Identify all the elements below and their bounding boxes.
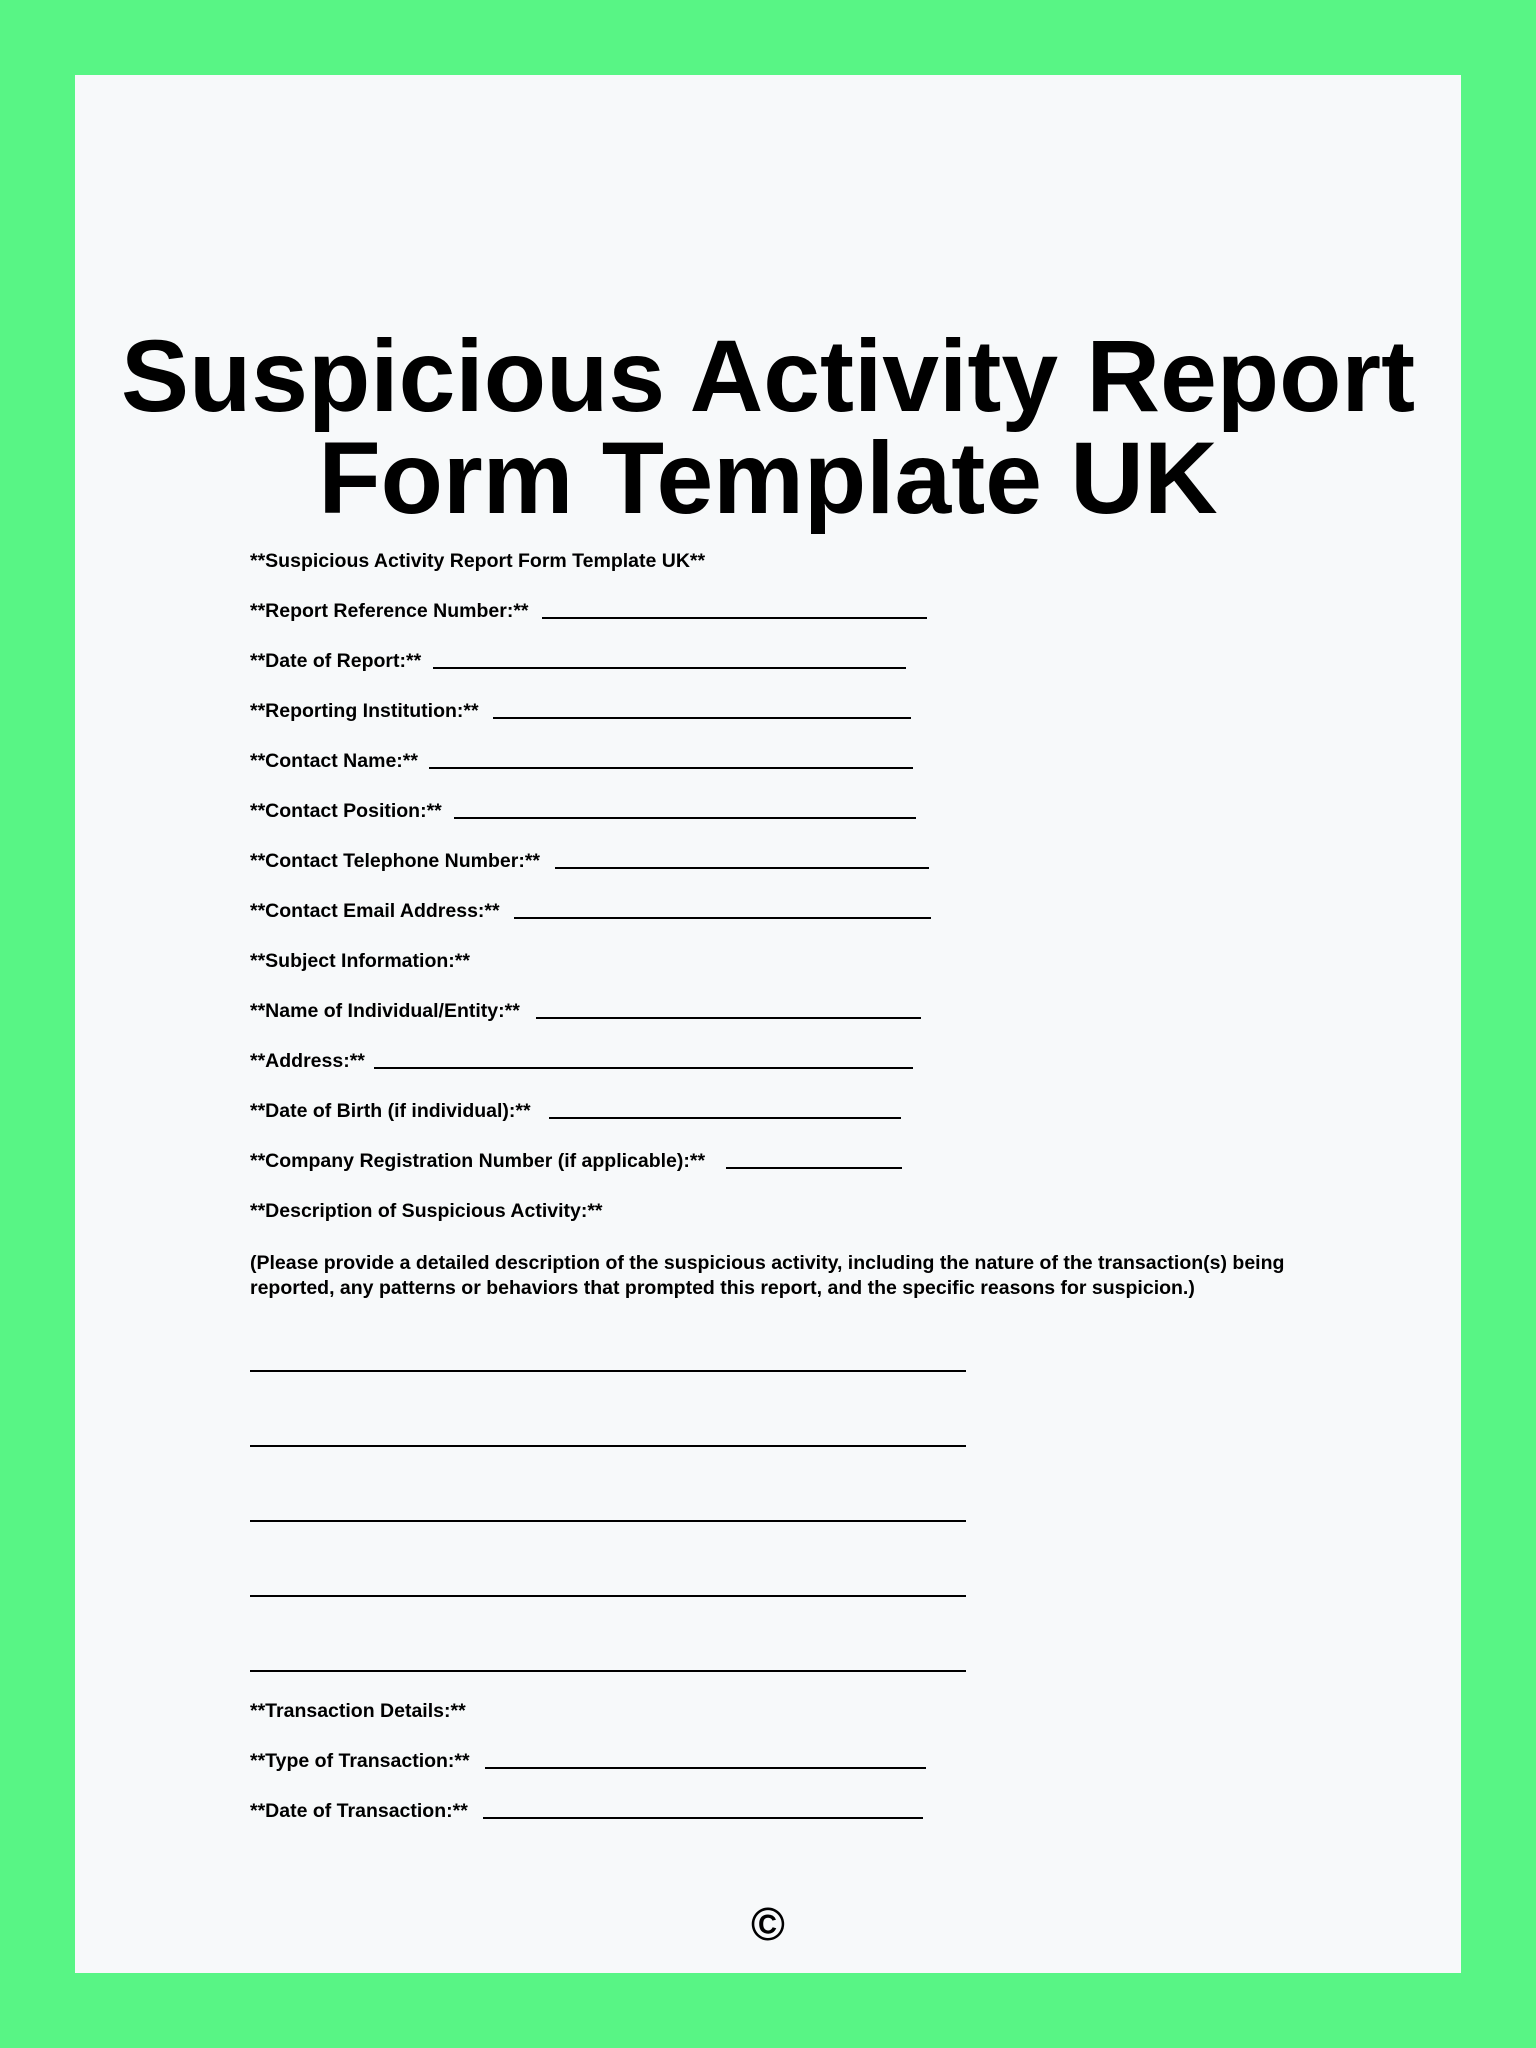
page-title-line-2: Form Template UK	[318, 421, 1218, 535]
company-registration-field[interactable]	[726, 1167, 902, 1169]
date-of-transaction-label: **Date of Transaction:**	[250, 1800, 468, 1822]
page-title-line-1: Suspicious Activity Report	[120, 319, 1416, 433]
page-title	[75, 319, 1461, 535]
report-reference-field[interactable]	[542, 617, 927, 619]
contact-email-label: **Contact Email Address:**	[250, 900, 500, 922]
description-line-2[interactable]	[250, 1445, 966, 1447]
contact-email-field[interactable]	[514, 917, 931, 919]
contact-name-label: **Contact Name:**	[250, 750, 418, 772]
description-line-5[interactable]	[250, 1670, 966, 1672]
date-of-report-field[interactable]	[433, 667, 906, 669]
date-of-report-label: **Date of Report:**	[250, 650, 422, 672]
reporting-institution-label: **Reporting Institution:**	[250, 700, 479, 722]
contact-position-field[interactable]	[454, 817, 916, 819]
description-line-4[interactable]	[250, 1595, 966, 1597]
address-field[interactable]	[374, 1067, 913, 1069]
company-registration-label: **Company Registration Number (if applicable):**	[250, 1150, 706, 1172]
contact-telephone-field[interactable]	[555, 867, 929, 869]
reporting-institution-field[interactable]	[493, 717, 911, 719]
transaction-details-heading: **Transaction Details:**	[250, 1700, 466, 1722]
contact-position-label: **Contact Position:**	[250, 800, 442, 822]
description-instructions: (Please provide a detailed description of the suspicious activity, including the nature of the transaction(s) being reported, any patterns or behaviors that prompted this report, and the specific reasons for suspicion.)	[250, 1252, 1285, 1299]
description-line-1[interactable]	[250, 1370, 966, 1372]
date-of-transaction-field[interactable]	[483, 1817, 923, 1819]
subject-information-heading: **Subject Information:**	[250, 950, 470, 972]
date-of-birth-field[interactable]	[549, 1117, 901, 1119]
form-heading: **Suspicious Activity Report Form Template UK**	[250, 550, 706, 572]
type-of-transaction-label: **Type of Transaction:**	[250, 1750, 470, 1772]
contact-telephone-label: **Contact Telephone Number:**	[250, 850, 541, 872]
document-page	[75, 75, 1461, 1973]
description-line-3[interactable]	[250, 1520, 966, 1522]
address-label: **Address:**	[250, 1050, 365, 1072]
report-reference-label: **Report Reference Number:**	[250, 600, 529, 622]
name-individual-entity-field[interactable]	[536, 1017, 921, 1019]
type-of-transaction-field[interactable]	[485, 1767, 926, 1769]
copyright-symbol: ©	[751, 1898, 785, 1950]
description-heading: **Description of Suspicious Activity:**	[250, 1200, 603, 1222]
contact-name-field[interactable]	[429, 767, 913, 769]
date-of-birth-label: **Date of Birth (if individual):**	[250, 1100, 531, 1122]
name-individual-entity-label: **Name of Individual/Entity:**	[250, 1000, 520, 1022]
